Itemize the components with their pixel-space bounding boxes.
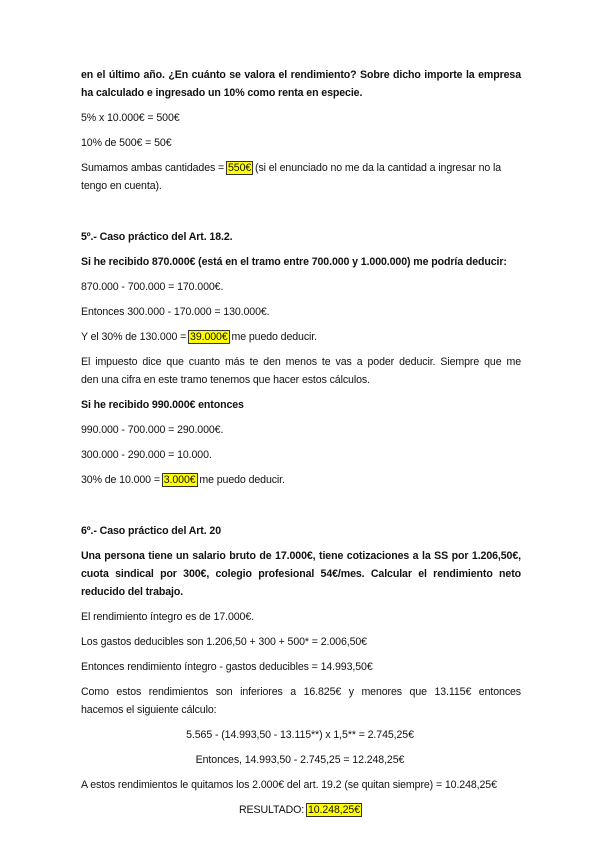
centered-formula: Entonces, 14.993,50 - 2.745,25 = 12.248,25€ bbox=[195, 754, 405, 766]
paragraph-line: A estos rendimientos le quitamos los 2.000€ del art. 19.2 (se quitan siempre) = 10.248,25€ bbox=[81, 779, 497, 791]
text-span: Sumamos ambas cantidades = bbox=[81, 162, 227, 174]
text-span: me puedo deducir. bbox=[196, 474, 285, 486]
calculation-line: 990.000 - 700.000 = 290.000€. bbox=[81, 424, 224, 436]
paragraph-line: Si he recibido 870.000€ (está en el tramo entre 700.000 y 1.000.000) me podría deducir: bbox=[81, 256, 507, 268]
result-line bbox=[0, 802, 600, 818]
calculation-line bbox=[81, 472, 521, 488]
paragraph-line: tengo en cuenta). bbox=[81, 180, 162, 192]
section-heading: 6º.- Caso práctico del Art. 20 bbox=[81, 525, 222, 537]
paragraph-line: den una cifra en este tramo tenemos que hacer estos cálculos. bbox=[81, 374, 370, 386]
paragraph-line: Si he recibido 990.000€ entonces bbox=[81, 399, 244, 411]
calculation-line bbox=[81, 329, 521, 345]
paragraph-line: hacemos el siguiente cálculo: bbox=[81, 704, 217, 716]
calculation-line: 300.000 - 290.000 = 10.000. bbox=[81, 449, 212, 461]
text-span: Y el 30% de 130.000 = bbox=[81, 331, 190, 343]
paragraph-line: ha calculado e ingresado un 10% como renta en especie. bbox=[81, 87, 363, 99]
calculation-line: Los gastos deducibles son 1.206,50 + 300 + 500* = 2.006,50€ bbox=[81, 636, 367, 648]
paragraph-line: reducido del trabajo. bbox=[81, 586, 184, 598]
calculation-line: 870.000 - 700.000 = 170.000€. bbox=[81, 281, 224, 293]
highlighted-result: 550€ bbox=[228, 162, 252, 174]
centered-formula: 5.565 - (14.993,50 - 13.115**) x 1,5** = 2.745,25€ bbox=[186, 729, 414, 741]
paragraph-line: Una persona tiene un salario bruto de 17.000€, tiene cotizaciones a la SS por 1.206,50€, bbox=[81, 550, 521, 562]
highlighted-result: 39.000€ bbox=[190, 331, 228, 343]
result-label: RESULTADO: bbox=[239, 804, 307, 816]
paragraph-line: Como estos rendimientos son inferiores a 16.825€ y menores que 13.115€ entonces bbox=[81, 686, 521, 698]
paragraph-line: El rendimiento íntegro es de 17.000€. bbox=[81, 611, 254, 623]
text-span: (si el enunciado no me da la cantidad a ingresar no la bbox=[252, 162, 502, 174]
paragraph-line bbox=[81, 160, 521, 176]
paragraph-line: cuota sindical por 300€, colegio profesional 54€/mes. Calcular el rendimiento neto bbox=[81, 568, 521, 580]
text-span: 30% de 10.000 = bbox=[81, 474, 163, 486]
calculation-line: Entonces rendimiento íntegro - gastos deducibles = 14.993,50€ bbox=[81, 661, 373, 673]
calculation-line: 5% x 10.000€ = 500€ bbox=[81, 112, 180, 124]
calculation-line: Entonces 300.000 - 170.000 = 130.000€. bbox=[81, 306, 270, 318]
paragraph-line: El impuesto dice que cuanto más te den menos te vas a poder deducir. Siempre que me bbox=[81, 356, 521, 368]
highlighted-result: 3.000€ bbox=[163, 474, 196, 486]
highlighted-result: 10.248,25€ bbox=[307, 804, 360, 816]
calculation-line: 10% de 500€ = 50€ bbox=[81, 137, 172, 149]
text-span: me puedo deducir. bbox=[228, 331, 317, 343]
section-heading: 5º.- Caso práctico del Art. 18.2. bbox=[81, 231, 233, 243]
paragraph-line: en el último año. ¿En cuánto se valora el rendimiento? Sobre dicho importe la empresa bbox=[81, 69, 521, 81]
